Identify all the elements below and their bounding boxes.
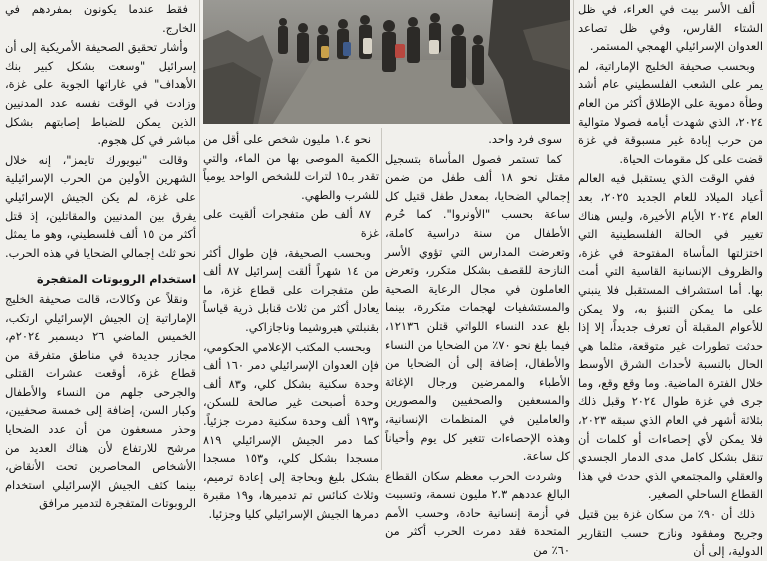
paragraph: نحو ١.٤ مليون شخص على أقل من الكمية الموصى بها من الماء، والتي تقدر بـ١٥ لترات للشخص الواحد يومياً للشرب والطهي. — [203, 132, 380, 202]
article-column-2 — [385, 130, 570, 558]
paragraph: وشردت الحرب معظم سكان القطاع البالغ عددهم ٢.٣ مليون نسمة، وتسببت في أزمة إنسانية حادة، وحسب الأمم المتحدة فقد دمرت الحرب أكثر من ٦٠٪ من — [385, 468, 570, 558]
column-divider — [199, 0, 200, 470]
paragraph: فقط عندما يكونون بمفردهم في الخارج. — [5, 2, 196, 35]
paragraph: كما تستمر فصول المأساة بتسجيل مقتل نحو ١٨ ألف طفل من ضمن إجمالي الضحايا، بمعدل طفل قتيل كل ساعة بحسب "الأونروا". كما حُرم الأطفال من سنة دراسية كاملة، وتعرضت المدارس التي تؤوي الأسر النازحة للقصف بشكل متكرر، وتعرض العاملون في مجال الرعاية الصحية والمستشفيات لهجمات متكررة، بينما بلغ عدد النساء اللواتي قتلن ١٢١٣٦، فيما بلغ نحو ٧٠٪ من الضحايا من النساء والأطفال، إضافة إلى أن الضحايا من الأطباء والممرضين ورجال الإغاثة والمسعفين والصحفيين والمصورين والعاملين في المنظمات الإنسانية، وهذه الإحصاءات تتغير كل يوم وأحياناً كل ساعة. — [385, 151, 570, 464]
paragraph: ٨٧ ألف طن متفجرات ألقيت على غزة — [203, 207, 379, 240]
paragraph: وبحسب الصحيفة، فإن طوال أكثر من ١٤ شهراً ألقت إسرائيل ٨٧ ألف طن متفجرات على قطاع غزة، ما يعادل أكثر من ثلاث قنابل ذرية قياساً بقنبلتي هيروشيما وناجازاكي. — [203, 245, 379, 334]
paragraph: سوى فرد واحد. — [488, 132, 562, 146]
paragraph: وقالت "نيويورك تايمز"، إنه خلال الشهرين الأولين من الحرب الإسرائيلية على غزة، لم يكن الجيش الإسرائيلي يفرق بين المدنيين والمقاتلين، إذ قتل أكثر من ١٥ ألف فلسطيني، وهو ما يمثل نحو ثلث إجمالي الضحايا في هذه الحرب. — [5, 152, 196, 260]
paragraph: وأشار تحقيق الصحيفة الأمريكية إلى أن إسرائيل "وسعت بشكل كبير بنك الأهداف" في غاراتها الجوية على غزة، وزادت في الوقت نفسه عدد المدنيين الذين يمكن للضباط إصابتهم بشكل مباشر في كل هجوم. — [5, 40, 196, 148]
paragraph: ألف الأسر بيت في العراء، في ظل الشتاء القارس، وفي ظل تصاعد العدوان الإسرائيلي الهمجي المستمر. — [578, 2, 763, 54]
article-column-1 — [578, 0, 764, 559]
paragraph: وبحسب المكتب الإعلامي الحكومي، فإن العدوان الإسرائيلي دمر ١٦٠ ألف وحدة سكنية بشكل كلي، و٨٣ ألف وحدة أصبحت غير صالحة للسكن، و١٩٣ ألف وحدة سكنية دمرت جزئياً. كما دمر الجيش الإسرائيلي ٨١٩ مسجدا بشكل كلي، و١٥٣ مسجدا بشكل بليغ وبحاجة إلى إعادة ترميم، وثلاث كنائس تم تدميرها، و١٩ مقبرة دمرها الجيش الإسرائيلي كليا وجزئيا. — [203, 339, 379, 521]
section-subheading: استخدام الروبوتات المتفجرة — [36, 272, 196, 287]
paragraph: وبحسب صحيفة الخليج الإماراتية، لم يمر على الشعب الفلسطيني عام أشد وطأة دموية على الإطلاق أكثر من العام ٢٠٢٤، الذي شهدت أيامه فصولا متوالية من حرب إبادة غير مسبوقة في غزة قضت على كل مقومات الحياة. — [578, 58, 763, 166]
article-column-3 — [203, 130, 380, 521]
paragraph: ففي الوقت الذي يستقبل فيه العالم أعياد الميلاد للعام الجديد ٢٠٢٥، بعد العام ٢٠٢٤ الأيام الأخيرة، وليس هناك تغيير في الحالة الفلسطينية التي اختزلتها المأساة المفتوحة في غزة، والظروف الإنسانية القاسية التي أمت بها. أما استشراف المستقبل فلا ينبني على ما يمكن التنبؤ به، ولا يمكن للأعوام المقبلة أن تعرف جديداً، إلا إذا حدثت تطورات غير متوقعة، مثلما هي الحال بالنسبة لأحداث الشرق الأوسط خلال الفترة الماضية. وما وقع وقع، وما جرى في غزة طوال ٢٠٢٤ وقبل ذلك بثلاثة أشهر في العام الذي سبقه ٢٠٢٣، فلا يمكن لأي إحصاءات أو كلمات أن تنقل بشكل كامل مدى الدمار الجسدي والعقلي والمجتمعي الذي حدث في هذا القطاع الساحلي الصغير. — [578, 171, 764, 502]
paragraph: ذلك أن ٩٠٪ من سكان غزة بين قتيل وجريح ومفقود ونازح حسب التقارير الدولية، إلى أن — [578, 507, 763, 559]
column-divider — [381, 128, 382, 470]
article-column-4 — [5, 0, 196, 511]
paragraph: ونقلاً عن وكالات، قالت صحيفة الخليج الإماراتية إن الجيش الإسرائيلي ارتكب، الخميس الماضي ٢٦ ديسمبر ٢٠٢٤م، مجازر جديدة في مناطق متفرقة من قطاع غزة، أوقعت عشرات القتلى والجرحى جلهم من النساء والأطفال وكبار السن، إضافة إلى خمسة صحفيين، وحذر مسعفون من أن عدد الضحايا مرشح للارتفاع لأن هناك العديد من الأشخاص المحاصرين تحت الأنقاض، بينما كثف الجيش الإسرائيلي استخدام الروبوتات المتفجرة لتدمير مرافق — [5, 291, 196, 511]
news-photo-displaced-people — [203, 0, 570, 124]
column-divider — [573, 0, 574, 470]
